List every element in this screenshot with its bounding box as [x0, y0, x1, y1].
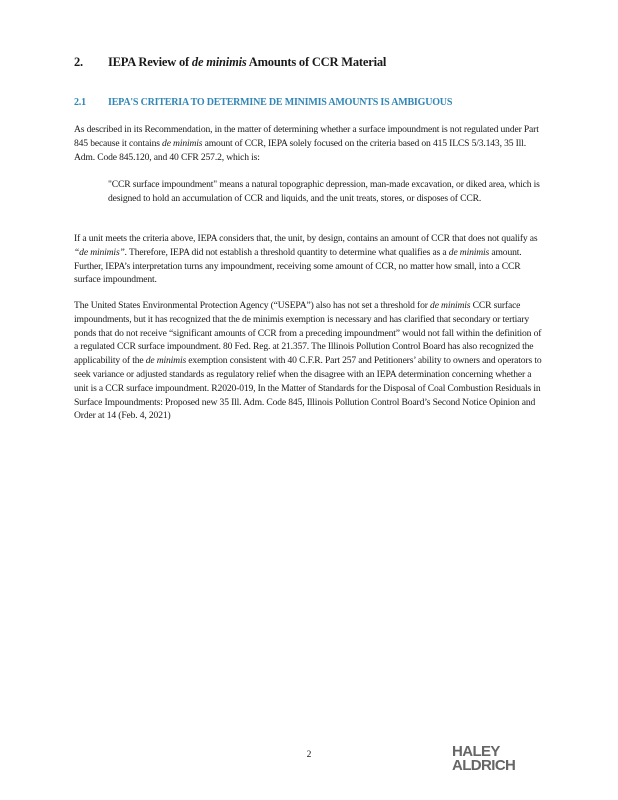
paragraph-criteria	[74, 232, 544, 287]
subsection-heading	[74, 97, 554, 108]
italic-text-run: de minimis	[430, 300, 471, 311]
subsection-number: 2.1	[74, 97, 86, 108]
italic-text-run: “de minimis”.	[74, 246, 127, 258]
text-run: amount. Further, IEPA’s interpretation turns any impoundment, receiving some amount of CCR, no matter how small, into a CCR surface impoundment.	[74, 246, 522, 286]
section-title-before: IEPA Review of	[108, 55, 192, 69]
text-run: CCR surface impoundments, but it has recognized that the de minimis exemption is necessary and has clarified that secondary or tertiary ponds that do not receive “significant amounts of CCR from a preceding impoundment” would not fall within the definition of a regulated CCR surface impoundment. 80 Fed. Reg. at 21.357. The Illinois Pollution Control Board has also recognized the applicability of the	[74, 300, 542, 367]
page-number: 2	[306, 750, 312, 760]
text-run: "CCR surface impoundment" means a natural topographic depression, man-made excavation, or diked area, which is designed to hold an accumulation of CCR and liquids, and the unit treats, stores, or disposes of CCR.	[108, 179, 540, 204]
text-run: As described in its Recommendation, in the matter of determining whether a surface impoundment is not regulated under Part 845 because it contains	[74, 124, 539, 149]
italic-text-run: de minimis	[448, 246, 490, 258]
italic-text-run: de minimis	[145, 355, 187, 367]
italic-text-run: de minimis	[162, 137, 203, 149]
section-title-italic: de minimis	[191, 55, 247, 69]
logo-line-1: HALEY	[452, 743, 500, 760]
text-run: Therefore, IEPA did not establish a threshold quantity to determine what qualifies as a	[126, 246, 449, 258]
section-title-after: Amounts of CCR Material	[246, 55, 387, 69]
text-run: The United States Environmental Protection Agency (“USEPA”) also has not set a threshold for	[74, 300, 431, 311]
section-number: 2.	[74, 55, 83, 69]
section-heading	[74, 55, 554, 70]
quoted-definition	[108, 178, 544, 206]
haley-aldrich-logo	[452, 745, 548, 773]
text-run: If a unit meets the criteria above, IEPA considers that, the unit, by design, contains an amount of CCR that does not qualify as	[74, 233, 538, 244]
subsection-title: IEPA'S CRITERIA TO DETERMINE DE MINIMIS AMOUNTS IS AMBIGUOUS	[108, 97, 453, 108]
text-run: amount of CCR, IEPA solely focused on the criteria based on 415 ILCS 5/3.143, 35 Ill. Adm. Code 845.120, and 40 CFR 257.2, which is:	[74, 137, 526, 163]
paragraph-recommendation	[74, 123, 544, 164]
text-run: exemption consistent with 40 C.F.R. Part 257 and Petitioners’ ability to owners and operators to seek variance or adjusted standards as regulatory relief when the disagree with an IEPA determination concerning whether a unit is a CCR surface impoundment. R2020-019, In the Matter of Standards for the Disposal of Coal Combustion Residuals in Surface Impoundments: Proposed new 35 Ill. Adm. Code 845, Illinois Pollution Control Board’s Second Notice Opinion and Order at 14 (Feb. 4, 2021)	[74, 355, 542, 422]
paragraph-usepa	[74, 299, 544, 423]
logo-line-2: ALDRICH	[452, 757, 516, 774]
